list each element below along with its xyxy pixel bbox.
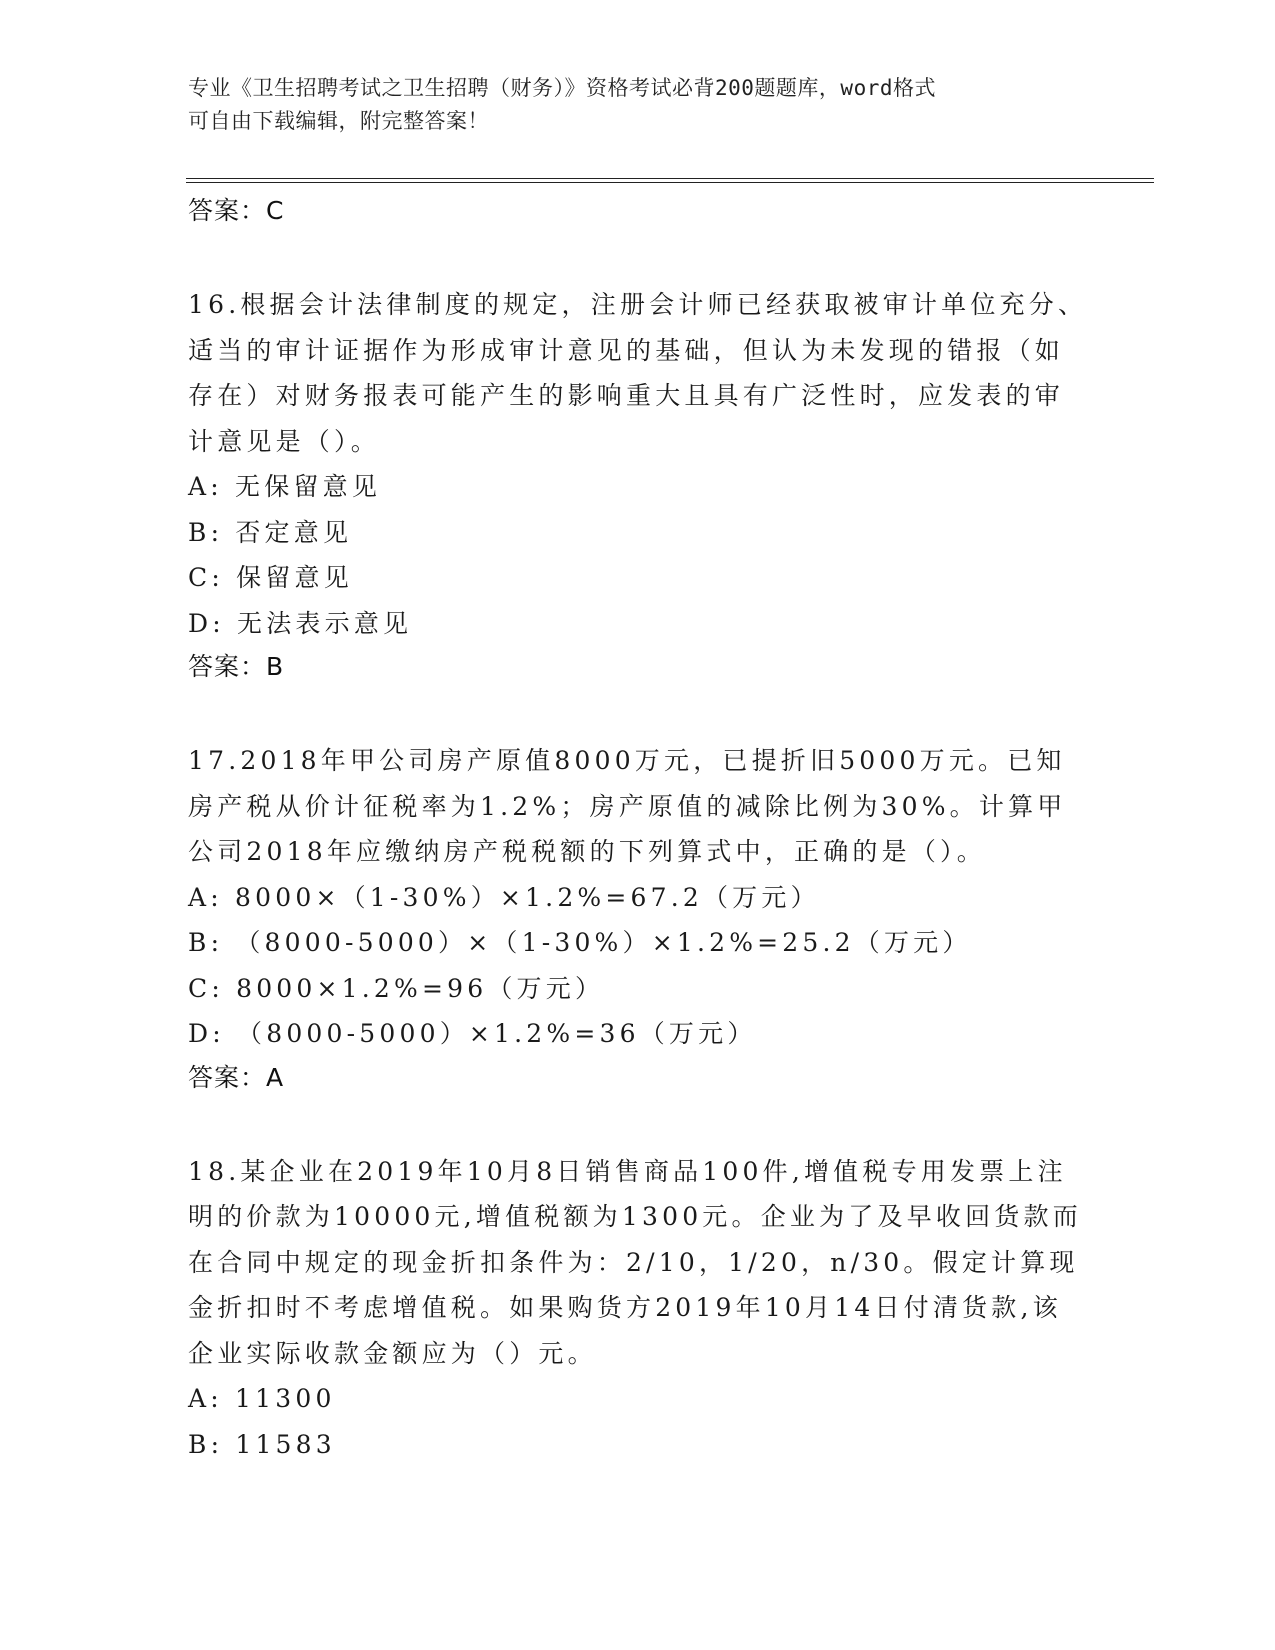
question-stem: 17.2018年甲公司房产原值8000万元，已提折旧5000万元。已知房产税从价计征税率为1.2%；房产原值的减除比例为30%。计算甲公司2018年应缴纳房产税税额的下列算式中，正确的是（）。 [188, 746, 1067, 866]
answer-line: 答案：B [188, 652, 285, 681]
option-c: C: 8000×1.2%=96（万元） [188, 973, 605, 1003]
option-b: B: 11583 [188, 1429, 336, 1459]
question-stem: 18.某企业在2019年10月8日销售商品100件,增值税专用发票上注明的价款为10000元,增值税额为1300元。企业为了及早收回货款而在合同中规定的现金折扣条件为：2/10，1/20，n/30。假定计算现金折扣时不考虑增值税。如果购货方2019年10月14日付清货款,该企业实际收款金额应为（）元。 [188, 1156, 1082, 1368]
document-header [188, 72, 1068, 138]
header-line-1: 专业《卫生招聘考试之卫生招聘（财务）》资格考试必背200题题库，word格式 [188, 76, 936, 100]
question-stem: 16.根据会计法律制度的规定，注册会计师已经获取被审计单位充分、适当的审计证据作为形成审计意见的基础，但认为未发现的错报（如存在）对财务报表可能产生的影响重大且具有广泛性时，应发表的审计意见是（）。 [188, 290, 1088, 456]
header-line-2: 可自由下载编辑，附完整答案！ [188, 109, 489, 133]
answer-line: 答案：A [188, 1062, 285, 1092]
option-b: B: （8000-5000）×（1-30%）×1.2%=25.2（万元） [188, 928, 972, 957]
option-c: C: 保留意见 [188, 563, 353, 592]
header-divider [186, 178, 1154, 183]
question-18 [188, 1149, 1088, 1468]
question-16 [188, 282, 1088, 688]
option-b: B: 否定意见 [188, 517, 353, 547]
option-a: A: 无保留意见 [188, 472, 382, 501]
option-d: D: （8000-5000）×1.2%=36（万元） [188, 1019, 757, 1048]
question-17 [188, 738, 1088, 1099]
answer-line: 答案：C [188, 196, 285, 225]
option-a: A: 8000×（1-30%）×1.2%=67.2（万元） [188, 882, 820, 912]
document-body [188, 190, 1088, 1467]
option-d: D: 无法表示意见 [188, 608, 413, 638]
option-a: A: 11300 [188, 1384, 336, 1413]
